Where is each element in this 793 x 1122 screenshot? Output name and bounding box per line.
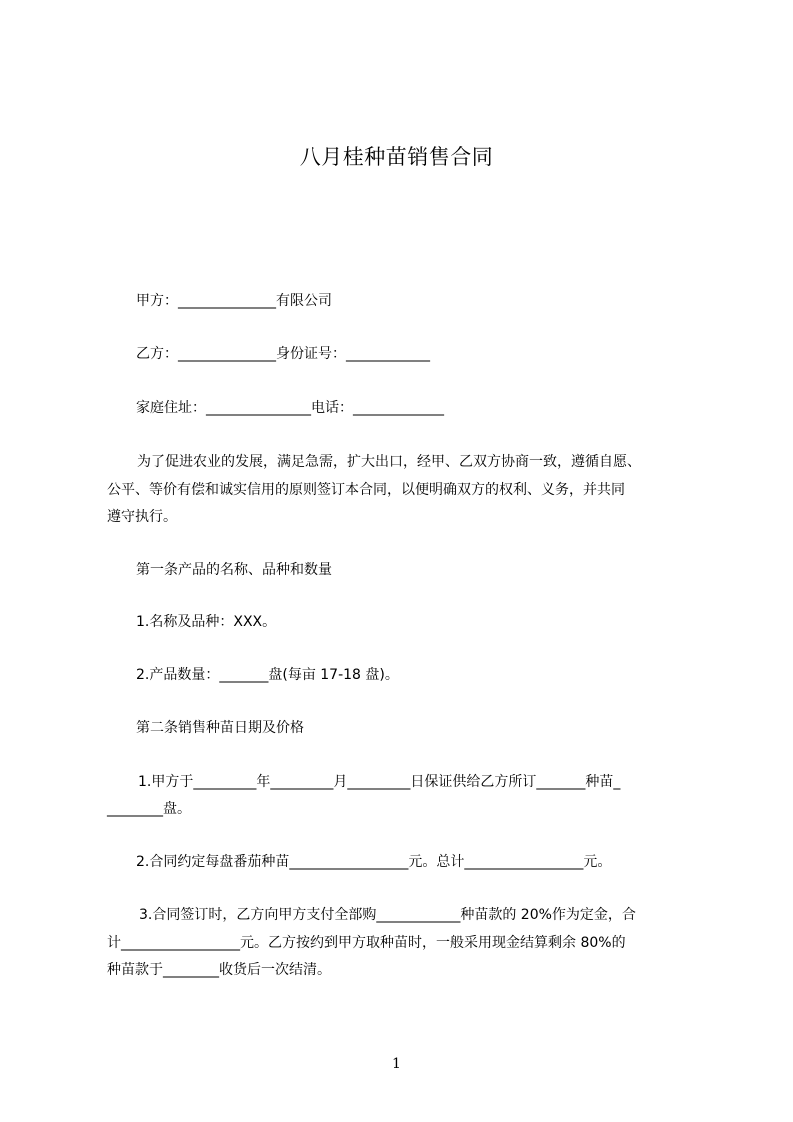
preamble-line-3: 遵守执行。 (107, 509, 177, 525)
address-line: 家庭住址：_______________电话：_____________ (136, 400, 444, 416)
article1-heading: 第一条产品的名称、品种和数量 (136, 562, 332, 578)
article2-item2: 2.合同约定每盘番茄种苗_________________元。总计_________________元。 (136, 854, 612, 870)
page-number: 1 (392, 1056, 401, 1072)
party-b-line: 乙方：______________身份证号：____________ (136, 346, 430, 362)
preamble-line-1: 为了促进农业的发展，满足急需，扩大出口，经甲、乙双方协商一致，遵循自愿、 (137, 454, 641, 470)
article2-item3-line2: 计_________________元。乙方按约到甲方取种苗时，一般采用现金结算剩余 80%的 (107, 935, 626, 951)
article2-heading: 第二条销售种苗日期及价格 (136, 720, 304, 736)
preamble-line-2: 公平、等价有偿和诚实信用的原则签订本合同，以便明确双方的权利、义务，并共同 (107, 482, 625, 498)
article1-item1: 1.名称及品种：XXX。 (136, 614, 277, 630)
article2-item3-line3: 种苗款于________收货后一次结清。 (107, 962, 331, 978)
party-a-line: 甲方：______________有限公司 (136, 293, 332, 309)
document-title: 八月桂种苗销售合同 (299, 145, 494, 169)
article2-item3-line1: 3.合同签订时，乙方向甲方支付全部购____________种苗款的 20%作为定金，合 (139, 907, 636, 923)
article2-item1-line1: 1.甲方于_________年_________月_________日保证供给乙方所订_______种苗_ (138, 774, 621, 790)
article2-item1-line2: ________盘。 (107, 801, 191, 817)
article1-item2: 2.产品数量：_______盘(每亩 17-18 盘)。 (136, 667, 399, 683)
